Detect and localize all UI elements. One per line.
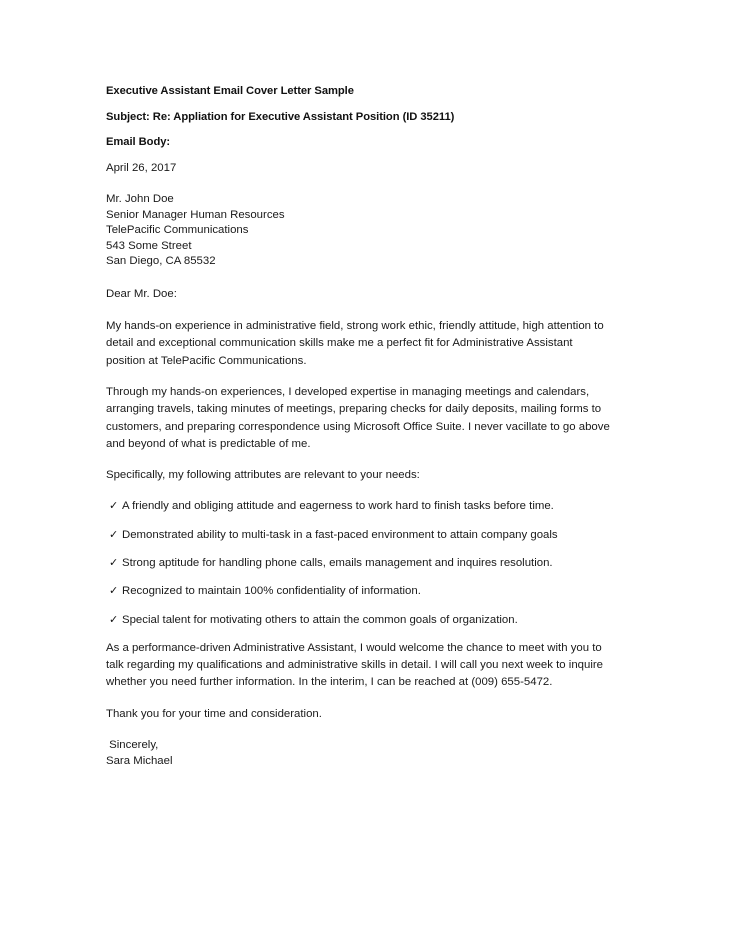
list-item-text: Strong aptitude for handling phone calls, emails management and inquires resolution. bbox=[122, 556, 553, 569]
list-item-text: Special talent for motivating others to attain the common goals of organization. bbox=[122, 613, 518, 626]
checkmark-icon: ✓ bbox=[109, 556, 119, 569]
list-item-text: A friendly and obliging attitude and eagerness to work hard to finish tasks before time. bbox=[122, 500, 554, 513]
list-item bbox=[106, 555, 614, 572]
sender-name: Sara Michael bbox=[106, 754, 173, 767]
attributes-intro: Specifically, my following attributes are relevant to your needs: bbox=[106, 469, 420, 482]
letter-date: April 26, 2017 bbox=[106, 161, 177, 174]
checkmark-icon: ✓ bbox=[109, 528, 119, 541]
recipient-company: TelePacific Communications bbox=[106, 224, 249, 237]
closing-paragraph-2: Thank you for your time and consideration. bbox=[106, 707, 322, 720]
valediction: Sincerely, bbox=[106, 739, 159, 752]
recipient-address-block bbox=[106, 192, 614, 270]
recipient-city-state-zip: San Diego, CA 85532 bbox=[106, 255, 216, 268]
closing-paragraph-1: As a performance-driven Administrative Assistant, I would welcome the chance to meet with you to talk regarding my qualifications and administrative skills in detail. I will call you next week to inquire whether you need further information. In the interim, I can be reached at (009) 655-5472. bbox=[106, 641, 603, 689]
salutation: Dear Mr. Doe: bbox=[106, 288, 177, 301]
recipient-name: Mr. John Doe bbox=[106, 193, 174, 206]
checkmark-icon: ✓ bbox=[109, 500, 119, 513]
recipient-job-title: Senior Manager Human Resources bbox=[106, 208, 285, 221]
list-item-text: Recognized to maintain 100% confidentiality of information. bbox=[122, 585, 421, 598]
email-body-label: Email Body: bbox=[106, 136, 171, 149]
attributes-list bbox=[106, 498, 614, 628]
email-subject-line: Subject: Re: Appliation for Executive Assistant Position (ID 35211) bbox=[106, 110, 455, 123]
body-paragraph-1: My hands-on experience in administrative field, strong work ethic, friendly attitude, high attention to detail and exceptional communication skills make me a perfect fit for Administrative Assistant position at TelePacific Communications. bbox=[106, 320, 604, 367]
letter-body bbox=[106, 84, 614, 769]
list-item bbox=[106, 498, 614, 515]
signature-block bbox=[106, 738, 614, 769]
checkmark-icon: ✓ bbox=[109, 613, 119, 626]
list-item bbox=[106, 583, 614, 600]
checkmark-icon: ✓ bbox=[109, 585, 119, 598]
list-item bbox=[106, 612, 614, 629]
list-item bbox=[106, 527, 614, 544]
body-paragraph-2: Through my hands-on experiences, I developed expertise in managing meetings and calendars, arranging travels, taking minutes of meetings, preparing checks for daily deposits, mailing forms to customers, and preparing correspondence using Microsoft Office Suite. I never vacillate to go above and beyond of what is predictable of me. bbox=[106, 385, 610, 450]
document-title: Executive Assistant Email Cover Letter Sample bbox=[106, 85, 354, 97]
recipient-street: 543 Some Street bbox=[106, 239, 192, 252]
list-item-text: Demonstrated ability to multi-task in a fast-paced environment to attain company goals bbox=[122, 528, 558, 541]
